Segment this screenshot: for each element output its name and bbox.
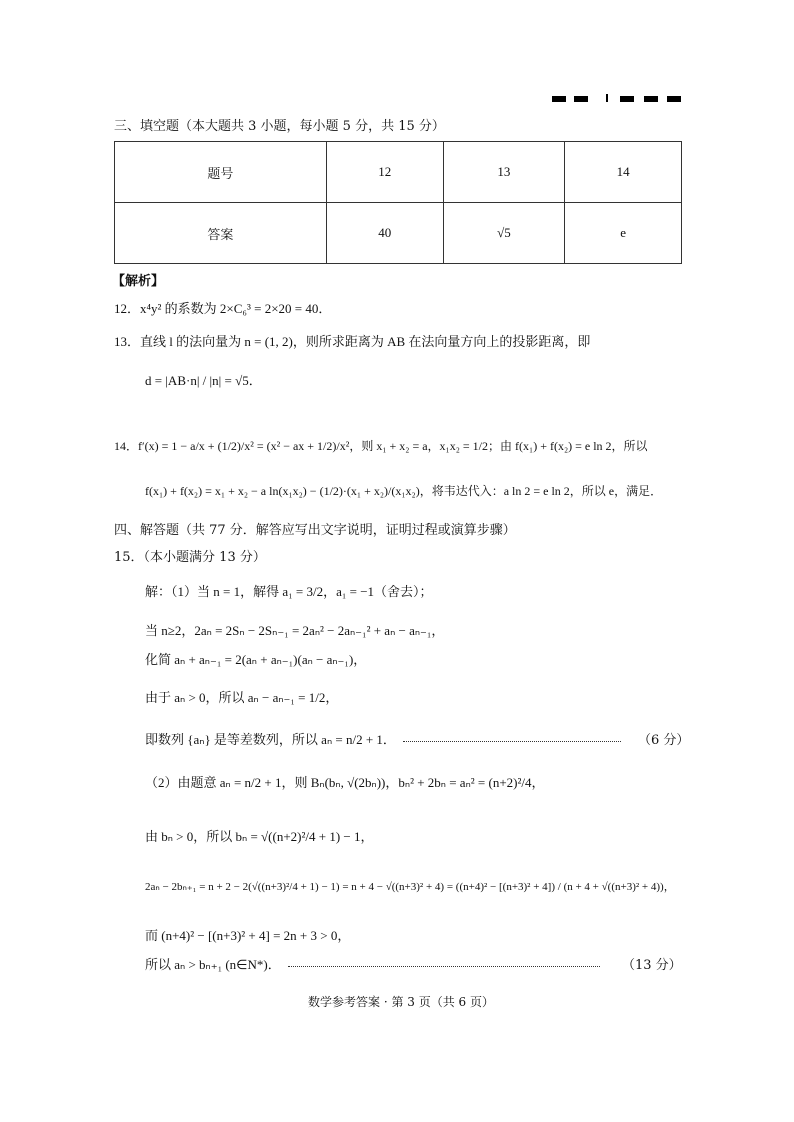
q15-line-text: 即数列 {aₙ} 是等差数列，所以 aₙ = n/2 + 1． <box>145 732 396 747</box>
q15-line: 由 bₙ > 0，所以 bₙ = √((n+2)²/4 + 1) − 1， <box>145 829 374 844</box>
q15-title: 15．（本小题满分 13 分） <box>114 550 266 565</box>
q15-line: （2）由题意 aₙ = n/2 + 1，则 Bₙ(bₙ, √(2bₙ))，bₙ² + 2bₙ = aₙ² = (n+2)²/4， <box>145 775 545 790</box>
table-cell: 12 <box>326 142 443 203</box>
table-cell: e <box>565 203 682 264</box>
q13-line2: d = |AB·n| / |n| = √5． <box>145 373 262 388</box>
table-row <box>115 142 682 203</box>
table-cell: √5 <box>443 203 565 264</box>
table-cell: 13 <box>443 142 565 203</box>
q15-line-text: 所以 aₙ > bₙ₊₁ (n∈N*)． <box>145 957 281 972</box>
q14-line1: 14．f′(x) = 1 − a/x + (1/2)/x² = (x² − ax + 1/2)/x²，则 x₁ + x₂ = a，x₁x₂ = 1/2；由 f(x₁) + f(x₂) = e ln 2，所以 <box>114 439 648 453</box>
table-cell: 题号 <box>115 142 327 203</box>
q15-line <box>145 729 621 748</box>
section3-title: 三、填空题（本大题共 3 小题，每小题 5 分，共 15 分） <box>114 119 445 134</box>
section4-title: 四、解答题（共 77 分．解答应写出文字说明，证明过程或演算步骤） <box>114 523 516 538</box>
score-6: （6 分） <box>638 733 690 748</box>
q13-line1: 13．直线 l 的法向量为 n = (1, 2)，则所求距离为 AB 在法向量方向上的投影距离，即 <box>114 334 591 349</box>
dotted-leader <box>288 966 600 967</box>
q15-line: 而 (n+4)² − [(n+3)² + 4] = 2n + 3 > 0， <box>145 928 351 943</box>
q15-line: 由于 aₙ > 0，所以 aₙ − aₙ₋₁ = 1/2， <box>145 690 339 705</box>
table-cell: 答案 <box>115 203 327 264</box>
table-cell: 14 <box>565 142 682 203</box>
q15-line: 化简 aₙ + aₙ₋₁ = 2(aₙ + aₙ₋₁)(aₙ − aₙ₋₁)， <box>145 652 367 667</box>
q15-line: 当 n≥2，2aₙ = 2Sₙ − 2Sₙ₋₁ = 2aₙ² − 2aₙ₋₁² + aₙ − aₙ₋₁， <box>145 623 445 638</box>
table-row <box>115 203 682 264</box>
score-13: （13 分） <box>622 958 682 973</box>
q14-line2: f(x₁) + f(x₂) = x₁ + x₂ − a ln(x₁x₂) − (1/2)·(x₁ + x₂)/(x₁x₂)，将韦达代入：a ln 2 = e ln 2，所以 e，满足． <box>145 484 663 498</box>
q12-text: 12．x⁴y² 的系数为 2×C₆³ = 2×20 = 40． <box>114 301 332 316</box>
header-marks <box>552 91 681 106</box>
q15-line: 2aₙ − 2bₙ₊₁ = n + 2 − 2(√((n+3)²/4 + 1) − 1) = n + 4 − √((n+3)² + 4) = ((n+4)² − [(n+3)² + 4]) / (n + 4 + √((n+3)² + 4))， <box>145 881 675 893</box>
q15-line: 解：（1）当 n = 1，解得 a₁ = 3/2，a₁ = −1（舍去）； <box>145 584 433 599</box>
table-cell: 40 <box>326 203 443 264</box>
q15-line <box>145 954 600 973</box>
dotted-leader <box>403 741 621 742</box>
answer-table <box>114 141 682 264</box>
analysis-label: 【解析】 <box>112 274 165 289</box>
page-footer: 数学参考答案 · 第 3 页（共 6 页） <box>308 995 494 1009</box>
